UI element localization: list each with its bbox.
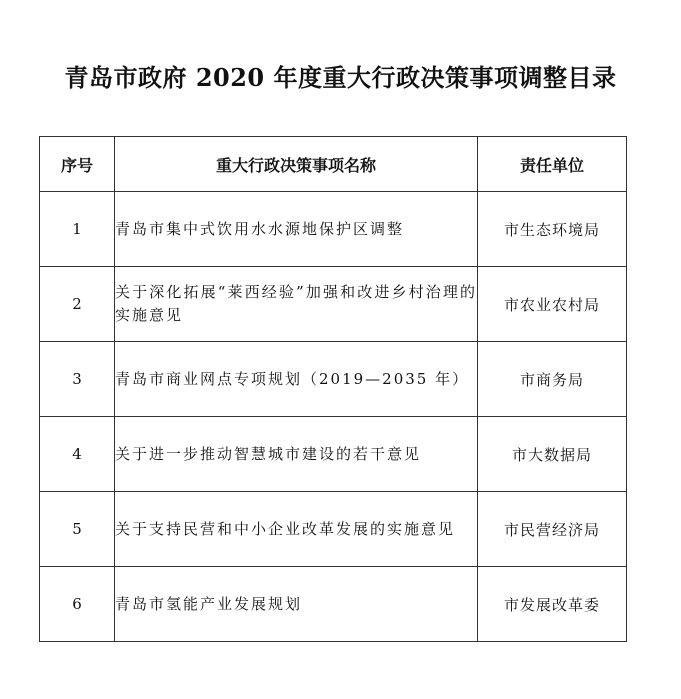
row-responsible-unit: 市发展改革委 xyxy=(478,567,627,642)
header-index: 序号 xyxy=(40,137,115,192)
row-index: 6 xyxy=(40,567,115,642)
row-item-name: 青岛市集中式饮用水水源地保护区调整 xyxy=(115,192,478,267)
row-index: 1 xyxy=(40,192,115,267)
row-item-name: 关于进一步推动智慧城市建设的若干意见 xyxy=(115,417,478,492)
row-responsible-unit: 市生态环境局 xyxy=(478,192,627,267)
table-row xyxy=(40,192,627,267)
row-responsible-unit: 市大数据局 xyxy=(478,417,627,492)
row-item-name: 青岛市商业网点专项规划（2019—2035 年） xyxy=(115,342,478,417)
table-header-row xyxy=(40,137,627,192)
row-index: 3 xyxy=(40,342,115,417)
row-index: 4 xyxy=(40,417,115,492)
header-responsible-unit: 责任单位 xyxy=(478,137,627,192)
row-index: 5 xyxy=(40,492,115,567)
decision-table xyxy=(39,136,627,642)
row-index: 2 xyxy=(40,267,115,342)
table-row xyxy=(40,567,627,642)
table-row xyxy=(40,267,627,342)
row-responsible-unit: 市民营经济局 xyxy=(478,492,627,567)
table-row xyxy=(40,492,627,567)
row-item-name: 关于支持民营和中小企业改革发展的实施意见 xyxy=(115,492,478,567)
table-row xyxy=(40,417,627,492)
row-item-name: 青岛市氢能产业发展规划 xyxy=(115,567,478,642)
table-row xyxy=(40,342,627,417)
row-responsible-unit: 市商务局 xyxy=(478,342,627,417)
page-title: 青岛市政府 2020 年度重大行政决策事项调整目录 xyxy=(64,63,617,92)
header-item-name: 重大行政决策事项名称 xyxy=(115,137,478,192)
row-item-name: 关于深化拓展“莱西经验”加强和改进乡村治理的实施意见 xyxy=(115,267,478,342)
row-responsible-unit: 市农业农村局 xyxy=(478,267,627,342)
